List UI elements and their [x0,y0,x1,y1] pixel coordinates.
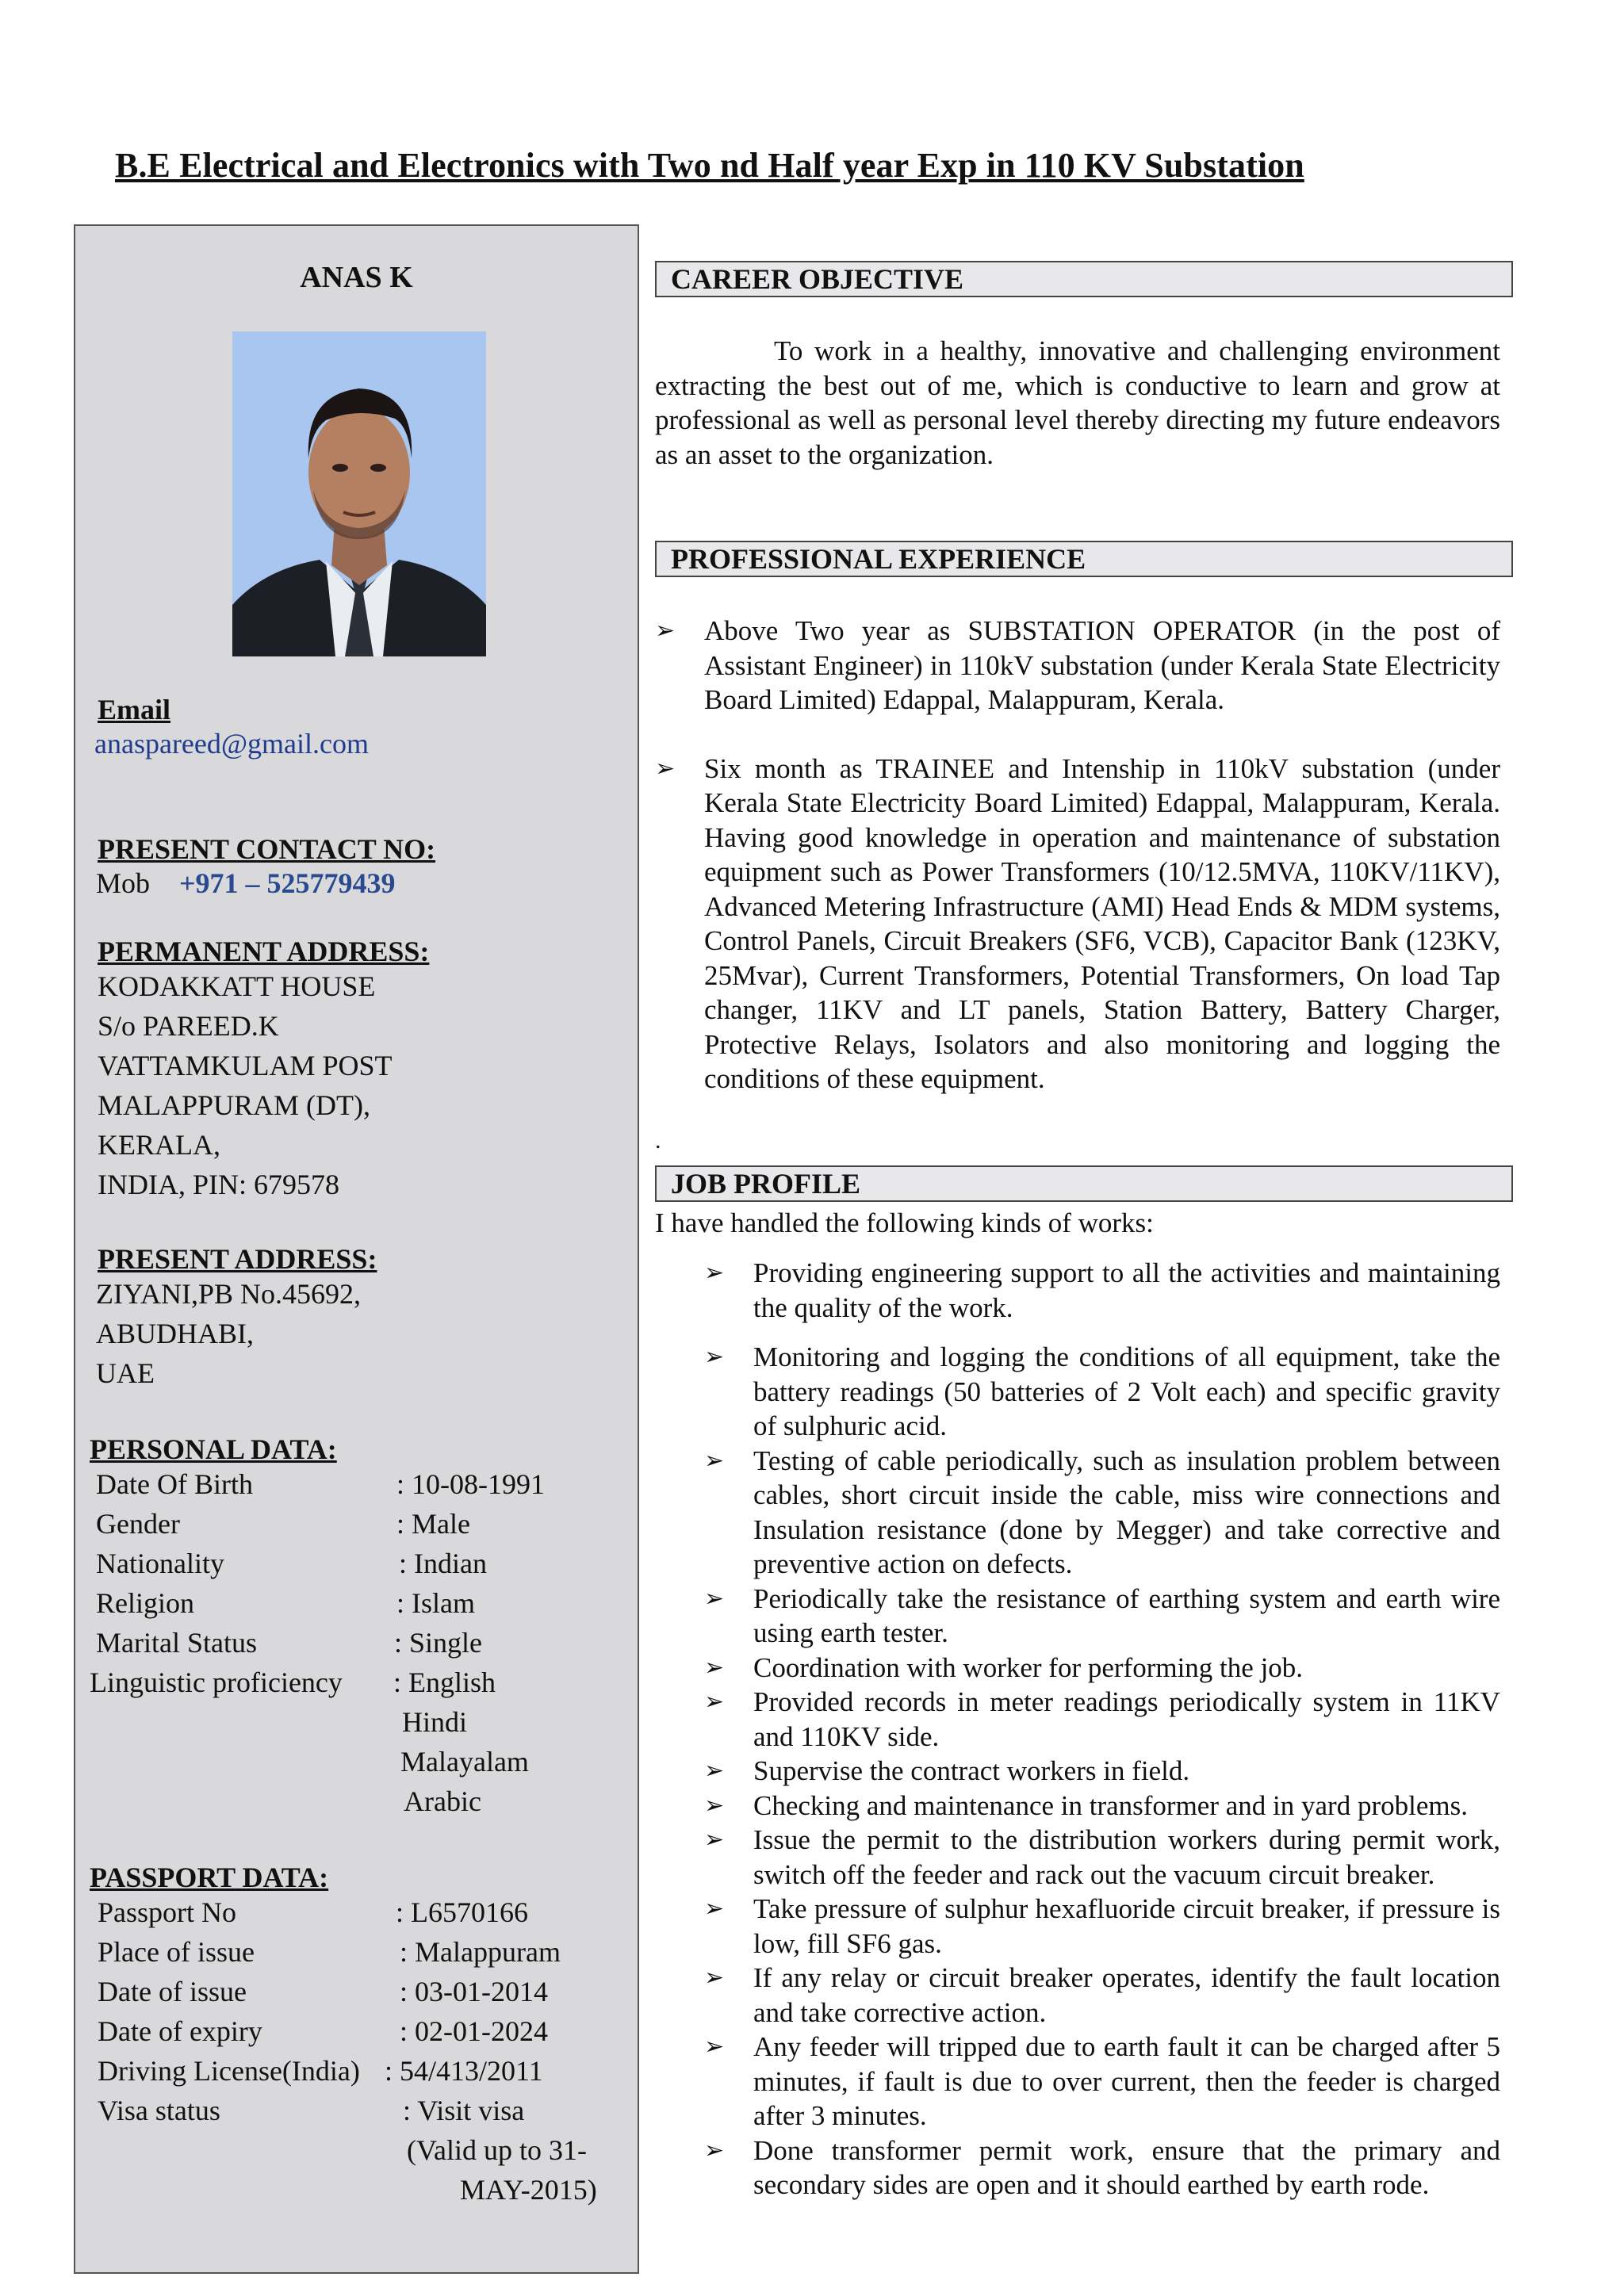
list-item [704,1685,1500,1754]
field-value: : 03-01-2014 [400,1976,548,2007]
profile-sidebar [74,224,639,2274]
list-item [704,1340,1500,1444]
field-label: Religion [96,1587,194,1619]
arrow-bullet-icon: ➢ [704,1688,725,1716]
field-label: Marital Status [96,1627,257,1659]
job-item-text: Any feeder will tripped due to earth fault it can be charged after 5 minutes, if fault is due to over current, then the feeder is charged after 3 minutes. [753,2031,1500,2131]
professional-experience-heading: PROFESSIONAL EXPERIENCE [655,541,1513,577]
permanent-address-line: S/o PAREED.K [98,1010,279,1042]
list-item [704,1582,1500,1651]
list-item [704,1823,1500,1892]
permanent-address-line: INDIA, PIN: 679578 [98,1169,339,1200]
experience-text: Above Two year as SUBSTATION OPERATOR (in the post of Assistant Engineer) in 110kV substation (under Kerala State Electricity Board Limited) Edappal, Malappuram, Kerala. [704,615,1500,715]
arrow-bullet-icon: ➢ [704,1895,725,1923]
job-profile-heading: JOB PROFILE [655,1165,1513,1202]
email-link[interactable]: anaspareed@gmail.com [94,728,370,760]
arrow-bullet-icon: ➢ [655,754,676,783]
list-item [704,1651,1500,1686]
field-value: : Malappuram [400,1936,561,1968]
arrow-bullet-icon: ➢ [704,1343,725,1371]
contact-prefix: Mob [96,867,151,899]
field-value: : 10-08-1991 [396,1468,545,1500]
field-value: : Visit visa [403,2095,525,2126]
job-item-text: Take pressure of sulphur hexafluoride circuit breaker, if pressure is low, fill SF6 gas. [753,1893,1500,1959]
arrow-bullet-icon: ➢ [704,1446,725,1475]
arrow-bullet-icon: ➢ [704,1259,725,1287]
list-item [704,2030,1500,2133]
field-value: : English [393,1667,496,1698]
arrow-bullet-icon: ➢ [704,2033,725,2061]
language-item: Arabic [404,1785,481,1817]
field-label: Driving License(India) [98,2055,360,2087]
email-label: Email [98,694,171,725]
job-item-text: If any relay or circuit breaker operates, identify the fault location and take corrective action. [753,1962,1500,2028]
present-address-line: UAE [96,1357,155,1389]
career-objective-heading: CAREER OBJECTIVE [655,261,1513,297]
field-label: Date Of Birth [96,1468,253,1500]
arrow-bullet-icon: ➢ [655,617,676,645]
job-item-text: Supervise the contract workers in field. [753,1755,1190,1786]
permanent-address-line: VATTAMKULAM POST [98,1050,393,1081]
job-item-text: Checking and maintenance in transformer and in yard problems. [753,1789,1468,1821]
list-item [704,1892,1500,1961]
field-label: Gender [96,1508,180,1540]
job-profile-intro: I have handled the following kinds of works: [655,1207,1154,1238]
arrow-bullet-icon: ➢ [704,1653,725,1682]
permanent-address-label: PERMANENT ADDRESS: [98,936,430,967]
experience-list [655,614,1500,1096]
field-label: Date of expiry [98,2015,262,2047]
job-item-text: Monitoring and logging the conditions of all equipment, take the battery readings (50 batteries of 2 Volt each) and specific gravity of sulphuric acid. [753,1341,1500,1441]
arrow-bullet-icon: ➢ [704,1791,725,1820]
job-item-text: Periodically take the resistance of earthing system and earth wire using earth tester. [753,1582,1500,1648]
permanent-address-line: MALAPPURAM (DT), [98,1089,371,1121]
field-label: Place of issue [98,1936,255,1968]
resume-title: B.E Electrical and Electronics with Two nd Half year Exp in 110 KV Substation [115,146,1304,185]
job-profile-list [704,1256,1500,2202]
experience-text: Six month as TRAINEE and Intenship in 110kV substation (under Kerala State Electricity Board Limited) Edappal, Malappuram, Kerala. Having good knowledge in operation and maintenance of substation equipment such as Power Transformers (10/12.5MVA, 110KV/11KV), Advanced Metering Infrastructure (AMI) Head Ends & MDM systems, Control Panels, Circuit Breakers (SF6, VCB), Capacitor Bank (123KV, 25Mvar), Current Transformers, Potential Transformers, On load Tap changer, 11KV and LT panels, Station Battery, Battery Charger, Protective Relays, Isolators and also monitoring and logging the conditions of these equipment. [704,752,1500,1094]
career-objective-text: To work in a healthy, innovative and challenging environment extracting the best out of me, which is conductive to learn and grow at professional as well as personal level thereby directing my future endeavors as an asset to the organization. [655,335,1500,470]
job-item-text: Coordination with worker for performing the job. [753,1651,1304,1683]
field-value: : L6570166 [396,1896,528,1928]
visa-note: MAY-2015) [460,2174,597,2206]
field-value: : Islam [396,1587,475,1619]
field-value: : Indian [399,1548,487,1579]
field-label: Date of issue [98,1976,247,2007]
language-item: Malayalam [400,1746,529,1777]
list-item [704,1789,1500,1823]
field-label: Visa status [98,2095,220,2126]
job-item-text: Done transformer permit work, ensure that the primary and secondary sides are open and it should earthed by earth rode. [753,2134,1500,2200]
job-item-text: Issue the permit to the distribution workers during permit work, switch off the feeder and rack out the vacuum circuit breaker. [753,1824,1500,1890]
field-value: : 02-01-2024 [400,2015,548,2047]
list-item [704,1256,1500,1325]
field-label: Nationality [96,1548,224,1579]
arrow-bullet-icon: ➢ [704,1826,725,1854]
contact-number[interactable]: +971 – 525779439 [179,867,396,899]
list-item [704,1444,1500,1582]
passport-data-label: PASSPORT DATA: [90,1862,329,1893]
list-item [655,752,1500,1096]
field-value: : Male [396,1508,470,1540]
field-value: : 54/413/2011 [385,2055,543,2087]
arrow-bullet-icon: ➢ [704,1757,725,1785]
arrow-bullet-icon: ➢ [704,1964,725,1992]
personal-data-label: PERSONAL DATA: [90,1433,337,1465]
job-item-text: Providing engineering support to all the activities and maintaining the quality of the work. [753,1257,1500,1323]
stray-dot: . [655,1127,661,1154]
present-address-label: PRESENT ADDRESS: [98,1243,377,1275]
present-address-line: ZIYANI,PB No.45692, [96,1278,362,1310]
contact-label: PRESENT CONTACT NO: [98,833,436,865]
field-value: : Single [394,1627,483,1659]
list-item [704,1754,1500,1789]
permanent-address-line: KODAKKATT HOUSE [98,970,376,1002]
candidate-name: ANAS K [300,261,413,294]
list-item [704,2133,1500,2202]
permanent-address-line: KERALA, [98,1129,220,1161]
list-item [704,1961,1500,2030]
job-item-text: Testing of cable periodically, such as insulation problem between cables, short circuit inside the cable, miss wire connections and Insulation resistance (done by Megger) and take corrective and preventive action on defects. [753,1445,1500,1579]
field-label: Passport No [98,1896,237,1928]
visa-note: (Valid up to 31- [407,2134,587,2166]
profile-photo [232,331,486,656]
arrow-bullet-icon: ➢ [704,1584,725,1613]
contact-line [96,863,396,903]
list-item [655,614,1500,718]
present-address-line: ABUDHABI, [96,1318,255,1349]
arrow-bullet-icon: ➢ [704,2136,725,2164]
field-label: Linguistic proficiency [90,1667,343,1698]
language-item: Hindi [402,1706,468,1738]
job-item-text: Provided records in meter readings periodically system in 11KV and 110KV side. [753,1686,1500,1752]
